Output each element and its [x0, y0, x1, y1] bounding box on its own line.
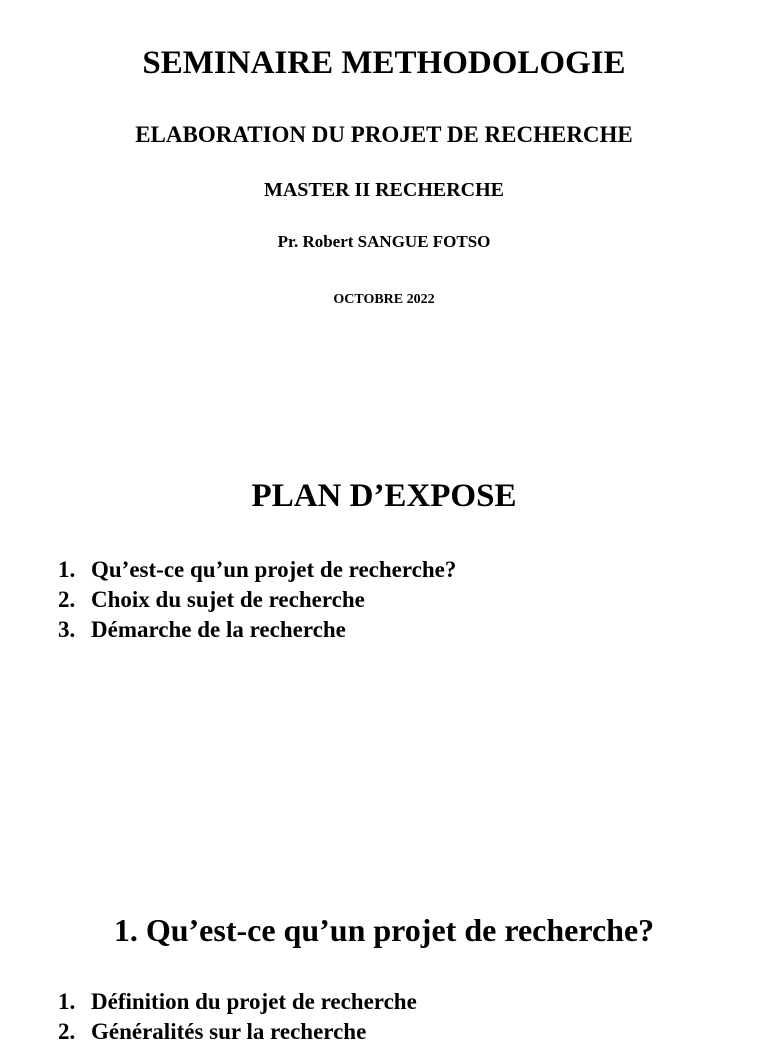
list-item-text: Généralités sur la recherche — [91, 1019, 367, 1044]
list-item-text: Démarche de la recherche — [91, 617, 346, 642]
list-item-text: Choix du sujet de recherche — [91, 587, 365, 612]
list-item — [58, 555, 456, 585]
document-date: OCTOBRE 2022 — [333, 292, 435, 307]
document-title: SEMINAIRE METHODOLOGIE — [142, 45, 626, 81]
list-item — [58, 615, 456, 645]
list-item-text: Définition du projet de recherche — [91, 989, 417, 1014]
list-item-number: 3. — [58, 617, 76, 642]
list-item — [58, 585, 456, 615]
plan-list — [58, 555, 456, 645]
list-item-number: 2. — [58, 587, 76, 612]
document-subtitle: ELABORATION DU PROJET DE RECHERCHE — [135, 122, 633, 147]
list-item-text: Qu’est-ce qu’un projet de recherche? — [91, 557, 457, 582]
section-list — [58, 987, 417, 1047]
author-name: Pr. Robert SANGUE FOTSO — [277, 232, 491, 251]
list-item — [58, 987, 417, 1017]
list-item-number: 2. — [58, 1019, 76, 1044]
list-item-number: 1. — [58, 557, 76, 582]
section-title: 1. Qu’est-ce qu’un projet de recherche? — [113, 912, 655, 948]
list-item-number: 1. — [58, 989, 76, 1014]
plan-title: PLAN D’EXPOSE — [251, 478, 517, 514]
program-label: MASTER II RECHERCHE — [263, 179, 505, 201]
list-item — [58, 1017, 417, 1047]
